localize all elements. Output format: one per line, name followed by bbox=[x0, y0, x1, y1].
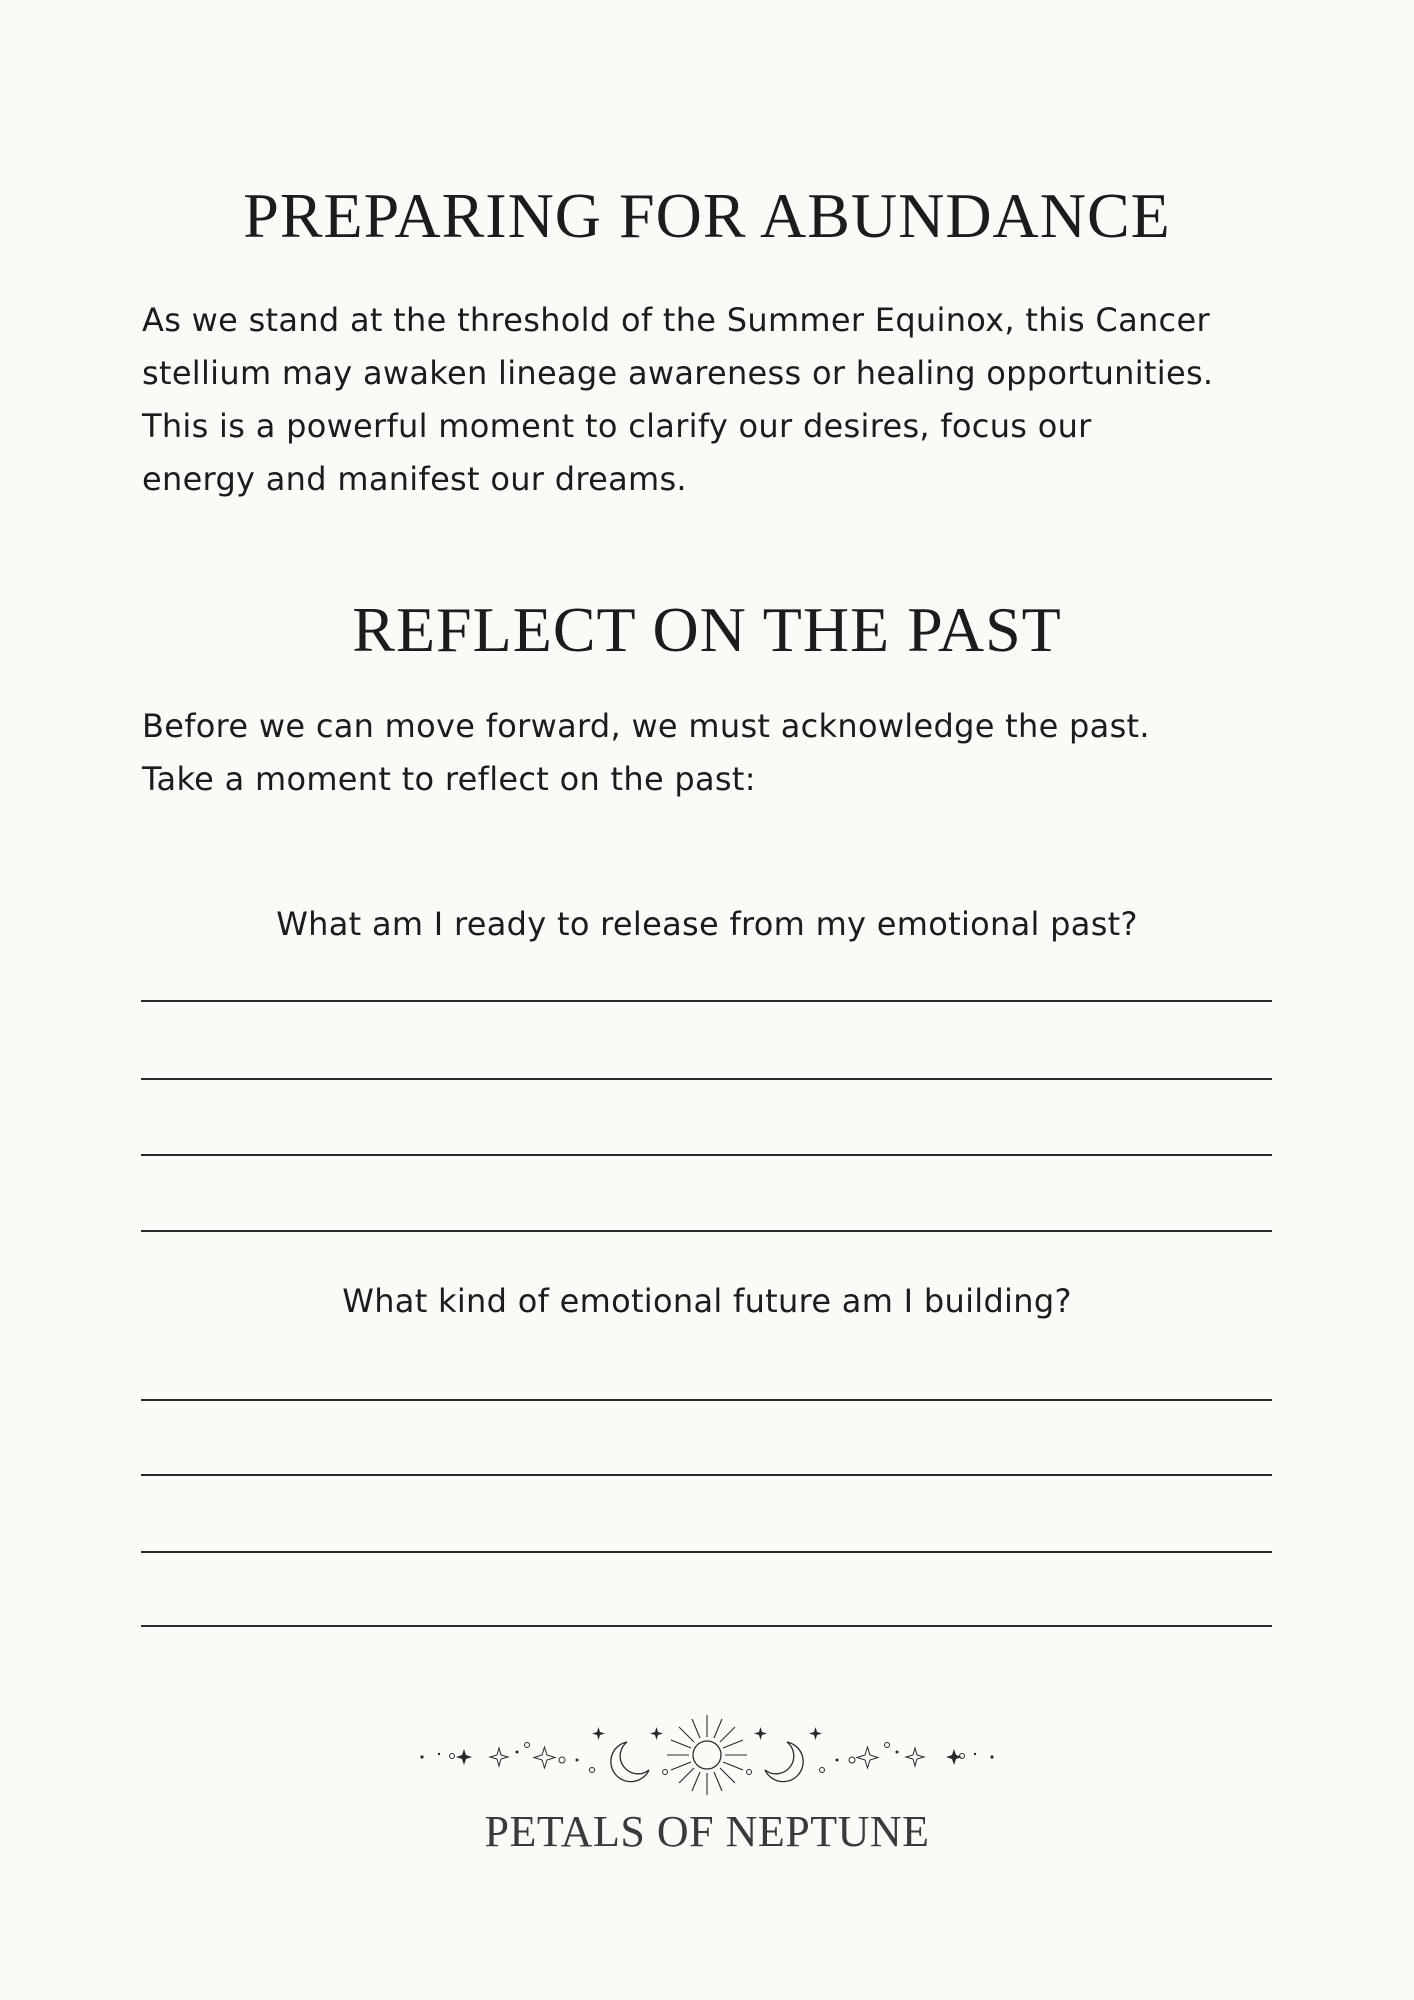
answer-line-future-4[interactable] bbox=[141, 1625, 1272, 1627]
answer-line-release-3[interactable] bbox=[141, 1154, 1272, 1156]
section-title-preparing: PREPARING FOR ABUNDANCE bbox=[243, 180, 1171, 251]
celestial-sun-moon-stars-icon bbox=[417, 1710, 997, 1800]
reflect-line: Before we can move forward, we must acknowledge the past. bbox=[142, 707, 1150, 745]
reflect-paragraph bbox=[142, 700, 1282, 806]
reflect-line: Take a moment to reflect on the past: bbox=[142, 760, 756, 798]
brand-name: PETALS OF NEPTUNE bbox=[484, 1807, 930, 1856]
question-release: What am I ready to release from my emotional past? bbox=[276, 905, 1138, 943]
answer-line-future-2[interactable] bbox=[141, 1474, 1272, 1476]
intro-line: stellium may awaken lineage awareness or healing opportunities. bbox=[142, 354, 1214, 392]
intro-line: As we stand at the threshold of the Summer Equinox, this Cancer bbox=[142, 301, 1210, 339]
answer-line-release-4[interactable] bbox=[141, 1230, 1272, 1232]
answer-line-release-1[interactable] bbox=[141, 1000, 1272, 1002]
intro-line: This is a powerful moment to clarify our desires, focus our bbox=[142, 407, 1092, 445]
question-future: What kind of emotional future am I building? bbox=[342, 1282, 1072, 1320]
answer-line-release-2[interactable] bbox=[141, 1078, 1272, 1080]
answer-line-future-3[interactable] bbox=[141, 1551, 1272, 1553]
section-title-reflect: REFLECT ON THE PAST bbox=[352, 594, 1062, 665]
answer-line-future-1[interactable] bbox=[141, 1399, 1272, 1401]
intro-line: energy and manifest our dreams. bbox=[142, 460, 687, 498]
intro-paragraph bbox=[142, 294, 1282, 506]
